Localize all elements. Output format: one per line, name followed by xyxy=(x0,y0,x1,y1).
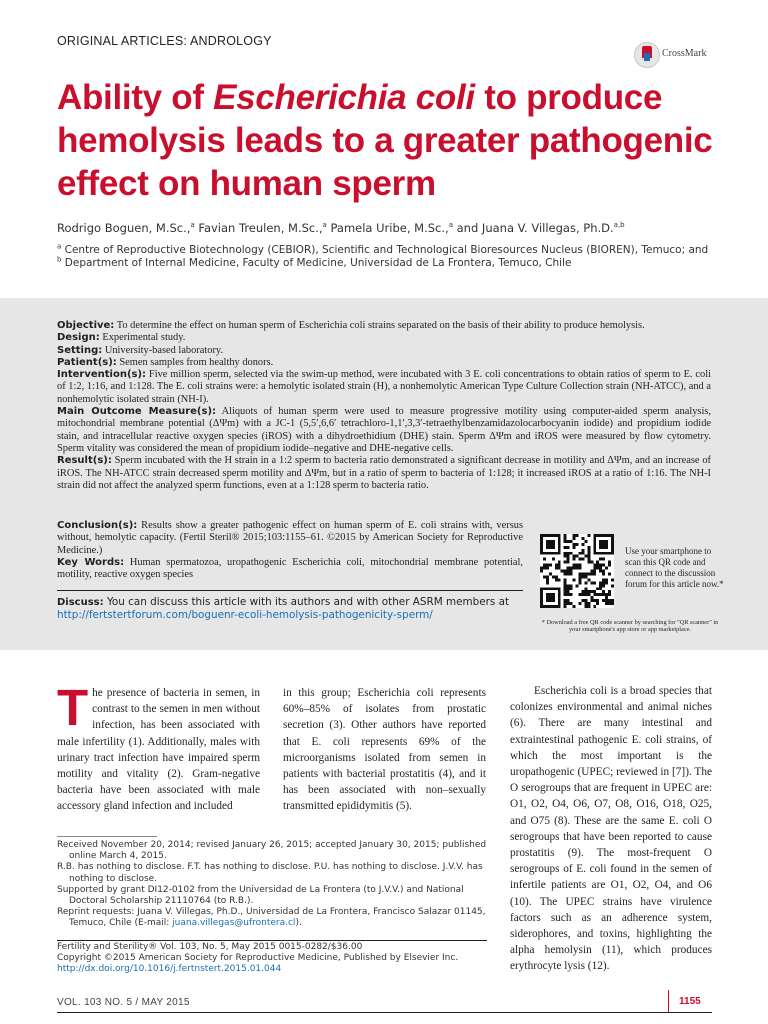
abstract-setting xyxy=(57,345,711,357)
abstract-outcome xyxy=(57,406,711,455)
abstract-patients xyxy=(57,357,711,369)
footnote-support: Supported by grant DI12-0102 from the Universidad de La Frontera (to J.V.V.) and National Doctoral Scholarship 21110764 (to R.B.). xyxy=(57,884,464,907)
abstract-results xyxy=(57,455,711,492)
body-column-2 xyxy=(283,685,486,815)
author-affil-mark: a xyxy=(190,221,195,230)
qr-caption: Use your smartphone to scan this QR code and connect to the discussion forum for this article now.* xyxy=(625,546,724,589)
footer-issue: VOL. 103 NO. 5 / MAY 2015 xyxy=(57,997,190,1008)
keywords-text: Human spermatozoa, uropathogenic Escherichia coli, mitochondrial membrane potential, motility, reactive oxygen species xyxy=(57,556,523,581)
setting-text: University-based laboratory. xyxy=(102,344,224,356)
keywords-label: Key Words: xyxy=(57,556,125,568)
affiliation-b-text: Department of Internal Medicine, Faculty of Medicine, Universidad de La Frontera, Temuco, Chile xyxy=(61,257,572,269)
author-list xyxy=(57,221,625,235)
footnotes xyxy=(57,840,487,930)
outcome-text: Aliquots of human sperm were used to measure progressive motility using computer-aided sperm analysis, mitochondrial membrane potential (ΔΨm) with a JC-1 (5,5′,6,6′ tetrachloro-1,1′,3,3′-tetraethylbenzamidazolocarbocyanin iodide) and propidium iodide stain, and intracellular reactive oxygen species (iROS) with a dihydroethidium (DHE) stain. Sperm ΔΨm and iROS were measured by flow cytometry. Sperm vitality was considered the mean of propidium iodide–negative and DHE-negative cells. xyxy=(57,406,712,454)
doi-link[interactable]: http://dx.doi.org/10.1016/j.fertnstert.2015.01.044 xyxy=(57,964,282,974)
section-label: ORIGINAL ARTICLES: ANDROLOGY xyxy=(57,34,272,48)
title-part-2: to produce hemolysis leads to a greater pathogenic effect on human sperm xyxy=(57,78,713,203)
patients-label: Patient(s): xyxy=(57,356,117,368)
journal-info xyxy=(57,942,487,975)
abstract-objective xyxy=(57,320,711,332)
body-column-3 xyxy=(510,683,712,975)
conclusions-text: Results show a greater pathogenic effect on human sperm of E. coli strains with, versus without, hemolytic capacity. (Fertil Steril® 2015;103:1155–61. ©2015 by American Society for Reproductive Medicine.) xyxy=(57,520,523,556)
footer-rule xyxy=(57,1012,712,1013)
footnote-received: Received November 20, 2014; revised January 26, 2015; accepted January 30, 2015; published online March 4, 2015. xyxy=(57,840,487,862)
author-affil-mark: a,b xyxy=(613,221,625,230)
discussion-forum-link[interactable]: http://fertstertforum.com/boguenr-ecoli-hemolysis-pathogenicity-sperm/ xyxy=(57,609,433,621)
discussion-text: You can discuss this article with its authors and with other ASRM members at xyxy=(103,596,510,608)
author-boguen: Rodrigo Boguen, M.Sc., xyxy=(57,221,191,235)
abstract-box xyxy=(0,298,768,650)
author-affil-mark: a xyxy=(448,221,453,230)
body-paragraph: in this group; Escherichia coli represents 60%–85% of isolates from prostatic secretion (3). Other authors have reported that E. coli represents 69% of the microorganisms isolated from semen in patients with bacterial prostatitis (4), and it has been associated with non–sexually transmitted epididymitis (5). xyxy=(283,687,486,813)
results-text: Sperm incubated with the H strain in a 1:2 sperm to bacteria ratio demonstrated a significant decrease in motility and ΔΨm, and an increase of iROS. The NH-ATCC strain decreased sperm motility and ΔΨm, but in a ratio of sperm to bacteria of 1:128; it increased iROS at a ratio of 1:16. The NH-I strain did not affect the analyzed sperm functions, even at a 1:128 sperm to bacteria ratio. xyxy=(57,455,711,491)
reprint-end: ). xyxy=(295,918,302,929)
crossmark-badge[interactable] xyxy=(632,40,712,70)
title-organism: Escherichia coli xyxy=(213,78,475,117)
conclusions-label: Conclusion(s): xyxy=(57,520,138,531)
results-label: Result(s): xyxy=(57,455,112,467)
objective-text: To determine the effect on human sperm of Escherichia coli strains separated on the basis of their ability to produce hemolysis. xyxy=(114,320,645,331)
page-number: 1155 xyxy=(679,996,701,1007)
affiliation-b: $^b$ Department of Internal Medicine, Faculty of Medicine, Universidad de La Frontera, Temuco, Chile xyxy=(57,255,572,269)
abstract-full-width xyxy=(57,320,711,492)
crossmark-icon xyxy=(634,42,660,68)
article-title xyxy=(57,76,737,205)
discussion-note xyxy=(57,596,523,622)
drop-cap: T xyxy=(57,679,89,736)
qr-footnote: * Download a free QR code scanner by searching for "QR scanner" in your smartphone's app store or app marketplace. xyxy=(541,619,719,634)
abstract-narrow-column xyxy=(57,520,523,581)
interventions-label: Intervention(s): xyxy=(57,369,147,381)
setting-label: Setting: xyxy=(57,344,103,356)
email-link[interactable]: juana.villegas@ufrontera.cl xyxy=(172,918,296,929)
affiliations xyxy=(57,244,708,270)
patients-text: Semen samples from healthy donors. xyxy=(116,356,274,368)
title-part-1: Ability of xyxy=(57,78,214,117)
footnote-divider xyxy=(57,836,157,837)
author-villegas: and Juana V. Villegas, Ph.D. xyxy=(452,221,614,235)
abstract-interventions xyxy=(57,369,711,406)
crossmark-label: CrossMark xyxy=(662,48,707,59)
discussion-divider xyxy=(57,590,523,591)
abstract-conclusions xyxy=(57,520,523,557)
body-column-1 xyxy=(57,679,260,815)
abstract-design xyxy=(57,332,711,344)
body-paragraph: he presence of bacteria in semen, in contrast to the semen in men without infection, has been associated with male infertility (1). Additionally, males with urinary tract infection have impaired sperm motility and vitality (2). Gram-negative bacteria have been associated with male accessory gland infection and included xyxy=(57,687,260,813)
reprint-text: Reprint requests: Juana V. Villegas, Ph.D., Universidad de La Frontera, Francisco Salazar 01145, Temuco, Chile (E-mail: xyxy=(57,907,486,929)
author-treulen: Favian Treulen, M.Sc., xyxy=(194,221,323,235)
footer-page-divider xyxy=(668,990,669,1012)
abstract-keywords xyxy=(57,557,523,582)
journal-citation: Fertility and Sterility® Vol. 103, No. 5, May 2015 0015-0282/$36.00 xyxy=(57,942,363,952)
body-paragraph: Escherichia coli is a broad species that colonizes environmental and animal niches (6). There are many intestinal and extraintestinal pathogenic E. coli strains, of which the most important is the uropathogenic (UPEC; reviewed in [7]). The O serogroups that are frequent in UPEC are: O1, O2, O4, O6, O7, O8, O16, O18, O25, and O75 (8). These are the same E. coli O serogroups that have been reported to cause prostatitis (9). The most-frequent O serogroups of E. coli found in the semen of infertile patients are O1, O2, O4, and O6 (10). The UPEC strains have virulence factors such as an adherence system, siderophores, and toxins, highlighting the alpha hemolysin (11), which produces erythrocyte lysis (12). xyxy=(510,685,712,973)
footnote-reprint xyxy=(57,907,487,929)
journal-divider xyxy=(57,940,487,941)
affiliation-a: $^a$ Centre of Reproductive Biotechnology (CEBIOR), Scientific and Technological Bioresources Nucleus (BIOREN), Temuco; and xyxy=(57,242,709,256)
footnote-disclosure: R.B. has nothing to disclose. F.T. has nothing to disclose. P.U. has nothing to disclose. J.V.V. has nothing to disclose. xyxy=(57,862,483,884)
journal-copyright: Copyright ©2015 American Society for Reproductive Medicine, Published by Elsevier Inc. xyxy=(57,953,459,963)
interventions-text: Five million sperm, selected via the swim-up method, were incubated with 3 E. coli concentrations to obtain ratios of sperm to E. coli of 1:2, 1:16, and 1:128. The E. coli strains were: a hemolytic isolated strain (H), a nonhemolytic American Type Culture Collection strain (NH-ATCC), and a nonhemolytic isolated strain (NH-I). xyxy=(57,369,711,405)
affiliation-a-text: Centre of Reproductive Biotechnology (CEBIOR), Scientific and Technological Bioresources Nucleus (BIOREN), Temuco; and xyxy=(61,244,709,256)
discussion-label: Discuss: xyxy=(57,597,104,608)
qr-code-icon[interactable] xyxy=(540,534,614,608)
outcome-label: Main Outcome Measure(s): xyxy=(57,406,217,418)
design-label: Design: xyxy=(57,332,100,344)
objective-label: Objective: xyxy=(57,320,115,331)
author-uribe: Pamela Uribe, M.Sc., xyxy=(326,221,449,235)
design-text: Experimental study. xyxy=(99,332,186,344)
author-affil-mark: a xyxy=(322,221,327,230)
